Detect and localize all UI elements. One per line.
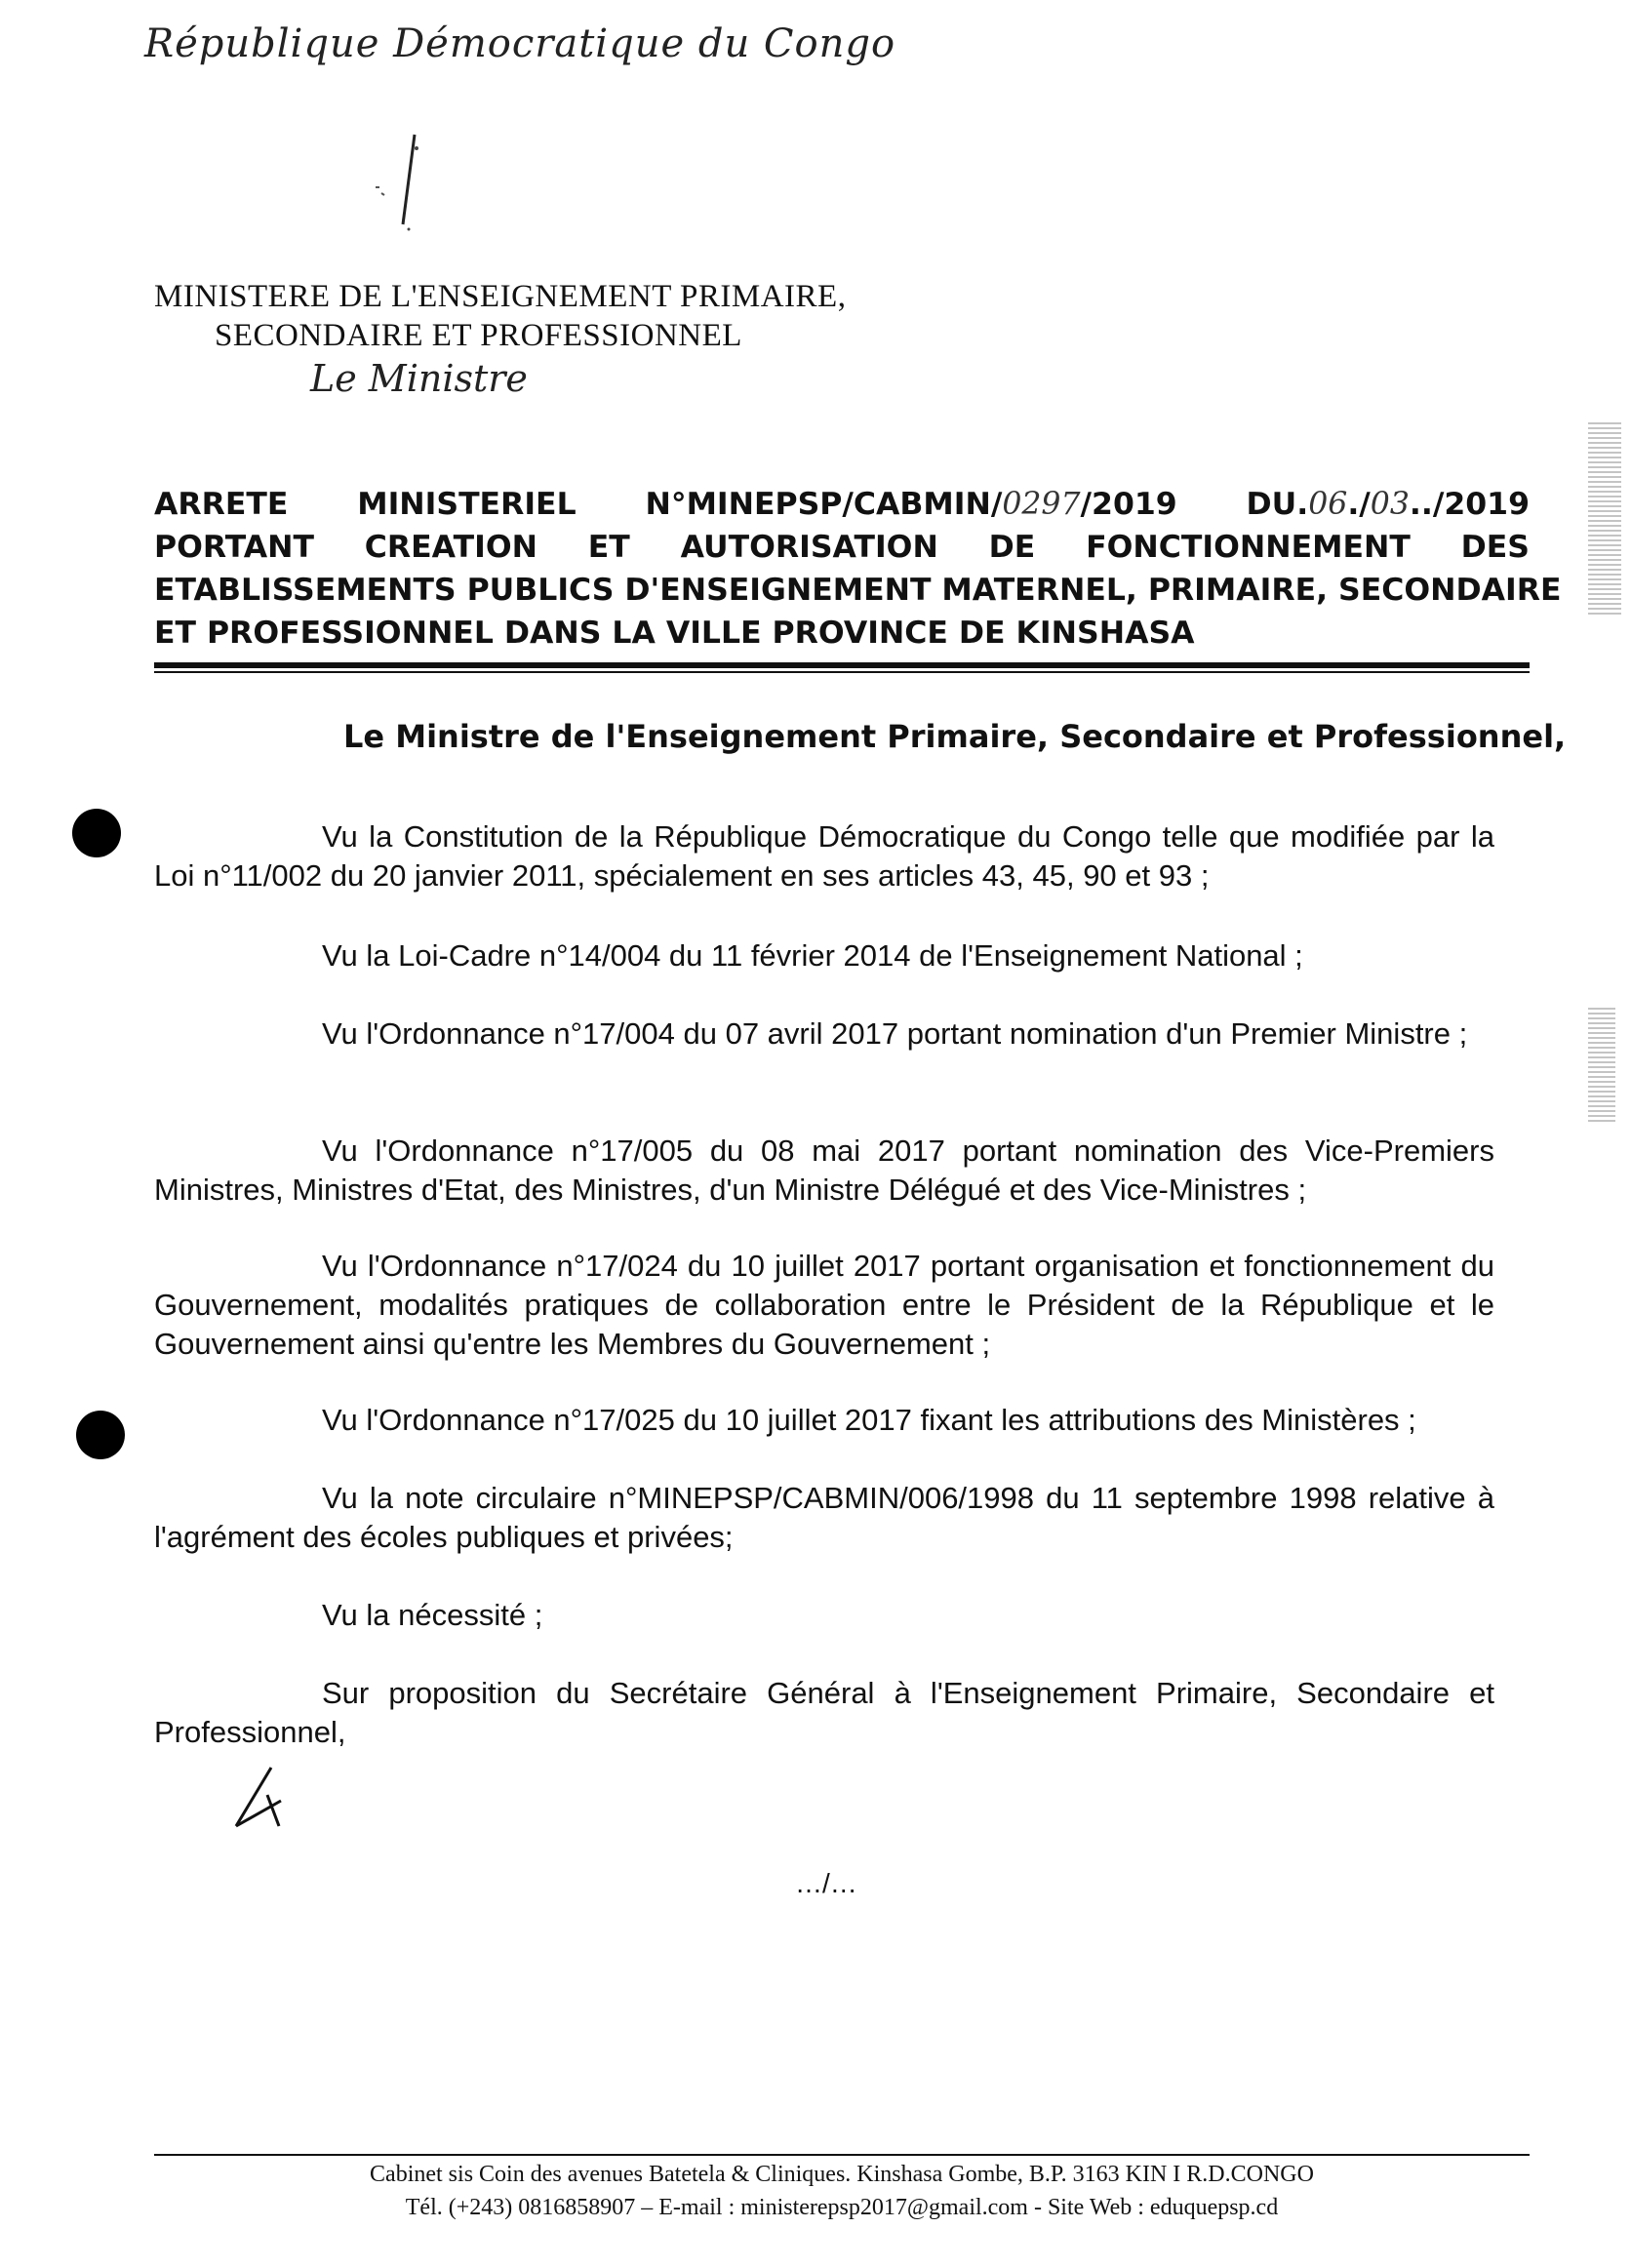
footer-address: Cabinet sis Coin des avenues Batetela & Cliniques. Kinshasa Gombe, B.P. 3163 KIN I R.D.CONGO	[370, 2162, 1314, 2187]
decree-title	[154, 483, 1562, 655]
decree-year-du: /2019 DU.	[1080, 487, 1309, 522]
consideration-paragraph: Vu l'Ordonnance n°17/024 du 10 juillet 2017 portant organisation et fonctionnement du Gouvernement, modalités pratiques de collaboration entre le Président de la République et le Gouvernement ainsi qu'entre les Membres du Gouvernement ;	[154, 1249, 1494, 1361]
consideration-paragraph: Vu la note circulaire n°MINEPSP/CABMIN/006/1998 du 11 septembre 1998 relative à l'agrément des écoles publiques et privées;	[154, 1481, 1494, 1554]
scan-artifact	[1588, 1005, 1615, 1122]
republic-heading: République Démocratique du Congo	[144, 21, 896, 66]
footer-rule	[154, 2154, 1530, 2156]
decree-title-line-4: ET PROFESSIONNEL DANS LA VILLE PROVINCE DE KINSHASA	[154, 616, 1195, 651]
decree-date-separator: ./	[1347, 487, 1371, 522]
decree-number-prefix: ARRETE MINISTERIEL N°MINEPSP/CABMIN/	[154, 487, 1003, 522]
consideration-paragraph: Vu la Constitution de la République Démocratique du Congo telle que modifiée par la Loi n°11/002 du 20 janvier 2011, spécialement en ses articles 43, 45, 90 et 93 ;	[154, 819, 1494, 893]
ministry-name	[154, 277, 846, 355]
minister-intro: Le Ministre de l'Enseignement Primaire, Secondaire et Professionnel,	[343, 718, 1567, 755]
decree-month-handwritten: 03	[1370, 487, 1410, 522]
decree-day-handwritten: 06	[1308, 487, 1348, 522]
consideration-paragraph: Vu l'Ordonnance n°17/025 du 10 juillet 2017 fixant les attributions des Ministères ;	[322, 1403, 1416, 1437]
consideration-paragraph: Vu l'Ordonnance n°17/005 du 08 mai 2017 portant nomination des Vice-Premiers Ministres, Ministres d'Etat, des Ministres, d'un Ministre Délégué et des Vice-Ministres ;	[154, 1134, 1494, 1207]
scan-artifact	[1588, 419, 1621, 615]
consideration-paragraph: Vu la Loi-Cadre n°14/004 du 11 février 2014 de l'Enseignement National ;	[322, 938, 1303, 973]
ministry-line-2: SECONDAIRE ET PROFESSIONNEL	[215, 318, 742, 353]
decree-title-line-2: PORTANT CREATION ET AUTORISATION DE FONCTIONNEMENT DES	[154, 530, 1530, 565]
le-ministre-heading: Le Ministre	[310, 357, 528, 400]
consideration-paragraph: Vu l'Ordonnance n°17/004 du 07 avril 2017 portant nomination d'un Premier Ministre ;	[322, 1016, 1468, 1051]
punch-hole	[76, 1411, 125, 1459]
consideration-paragraph: Vu la nécessité ;	[322, 1598, 543, 1632]
decree-number-handwritten: 0297	[1002, 487, 1081, 522]
handwritten-initials	[222, 1766, 291, 1834]
title-rule	[154, 662, 1530, 668]
ministry-line-1: MINISTERE DE L'ENSEIGNEMENT PRIMAIRE,	[154, 279, 847, 314]
decree-date-year: ../2019	[1409, 487, 1530, 522]
consideration-paragraph: Sur proposition du Secrétaire Général à l'Enseignement Primaire, Secondaire et Professionnel,	[154, 1676, 1494, 1749]
title-rule-thin	[154, 671, 1530, 673]
punch-hole	[72, 809, 121, 857]
decree-title-line-3: ETABLISSEMENTS PUBLICS D'ENSEIGNEMENT MATERNEL, PRIMAIRE, SECONDAIRE	[154, 573, 1562, 608]
continuation-mark: …/…	[795, 1868, 857, 1898]
footer-contact: Tél. (+243) 0816858907 – E-mail : ministerepsp2017@gmail.com - Site Web : eduquepsp.cd	[405, 2195, 1279, 2220]
decree-title-line-1	[154, 483, 1530, 526]
header-handwritten-mark	[346, 127, 434, 234]
